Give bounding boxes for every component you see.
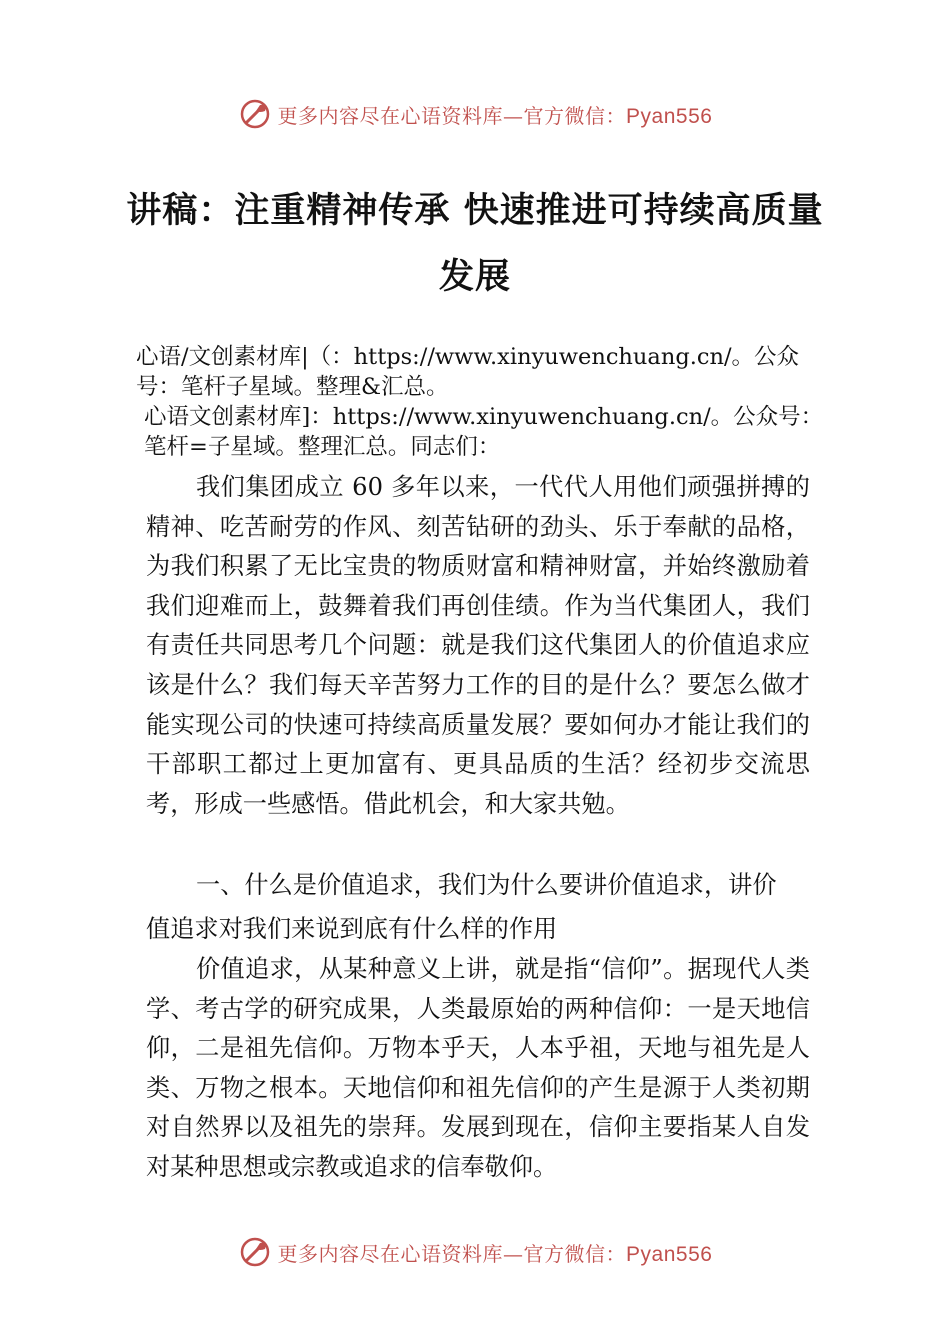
- banner-separator: —: [503, 1241, 524, 1266]
- banner-text: [278, 1238, 713, 1267]
- section-heading-line-1: 一、什么是价值追求，我们为什么要讲价值追求，讲价: [196, 871, 777, 899]
- document-title: 讲稿：注重精神传承 快速推进可持续高质量发展: [126, 190, 824, 297]
- banner-wechat-id: Pyan556: [626, 1242, 713, 1266]
- quill-logo-icon: [238, 97, 272, 131]
- banner-separator: —: [503, 103, 524, 128]
- banner-text: [278, 100, 713, 129]
- banner-brand: 更多内容尽在心语资料库: [277, 1241, 504, 1266]
- source-line-2: 心语文创素材库]：https://www.xinyuwenchuang.cn/。公众号：笔杆=子星域。整理汇总。同志们：: [144, 404, 824, 460]
- section-heading-line-2: 值追求对我们来说到底有什么样的作用: [146, 914, 558, 943]
- paragraph-3: 价值追求，从某种意义上讲，就是指“信仰”。据现代人类学、考古学的研究成果，人类最原始的两种信仰：一是天地信仰，二是祖先信仰。万物本乎天，人本乎祖，天地与祖先是人类、万物之根本。天地信仰和祖先信仰的产生是源于人类初期对自然界以及祖先的崇拜。发展到现在，信仰主要指某人自发对某种思想或宗教或追求的信奉敬仰。: [146, 955, 810, 1181]
- banner-wechat-label: 官方微信：: [523, 103, 627, 128]
- footer-banner: [0, 1232, 950, 1272]
- quill-logo-icon: [238, 1235, 272, 1269]
- section-heading: [146, 866, 810, 949]
- paragraph-1: 我们集团成立 60 多年以来，一代代人用他们顽强拼搏的精神、吃苦耐劳的作风、刻苦钻研的劲头、乐于奉献的品格，为我们积累了无比宝贵的物质财富和精神财富，并始终激励着我们迎难而上，鼓舞着我们再创佳绩。作为当代集团人，我们有责任共同思考几个问题：就是我们这代集团人的价值追求应该是什么？我们每天辛苦努力工作的目的是什么？要怎么做才能实现公司的快速可持续高质量发展？要如何办才能让我们的干部职工都过上更加富有、更具品质的生活？经初步交流思考，形成一些感悟。借此机会，和大家共勉。: [146, 473, 810, 818]
- source-line-1: 心语/文创素材库|（：https://www.xinyuwenchuang.cn/。公众号：笔杆子星域。整理&汇总。: [136, 344, 800, 400]
- banner-brand: 更多内容尽在心语资料库: [277, 103, 504, 128]
- banner-wechat-label: 官方微信：: [523, 1241, 627, 1266]
- header-banner: [0, 94, 950, 134]
- banner-wechat-id: Pyan556: [626, 104, 713, 128]
